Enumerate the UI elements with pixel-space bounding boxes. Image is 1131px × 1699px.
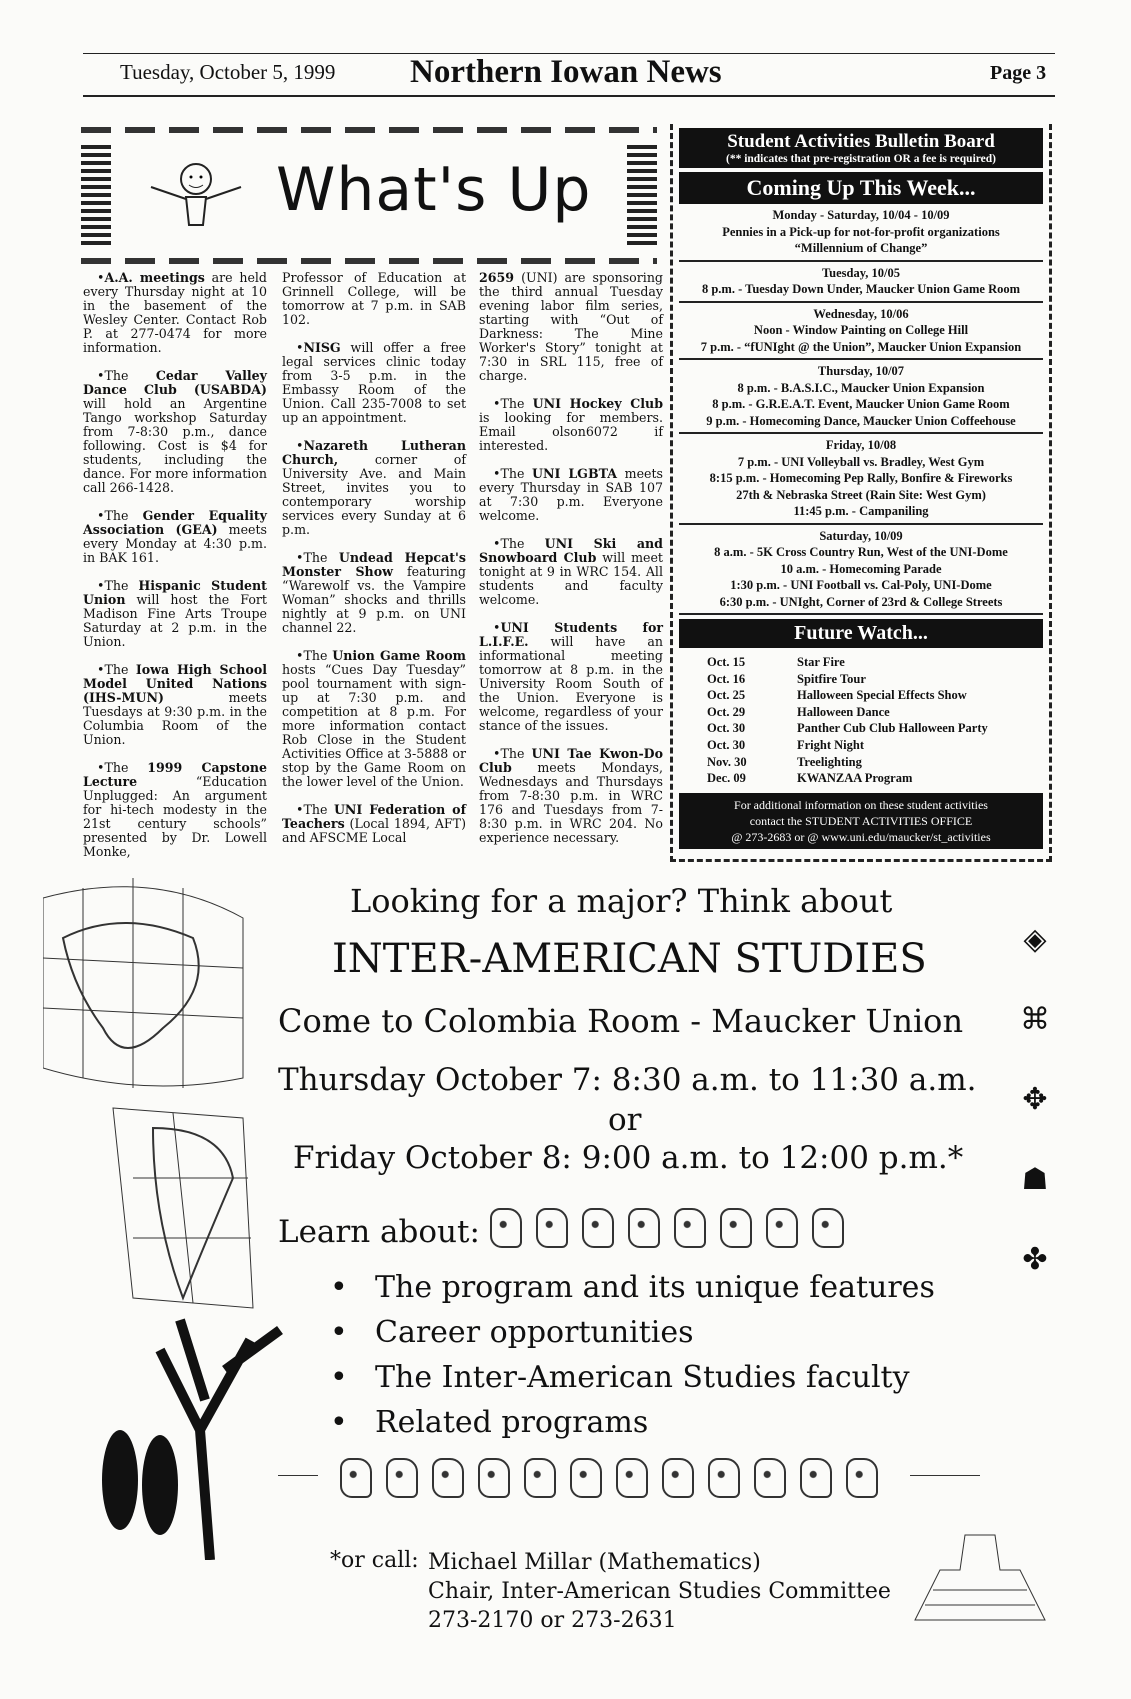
news-item: •UNI Students for L.I.F.E. will have an informational meeting tomorrow at 8 p.m. in the University Room South of the Union. Everyone is welcome, regardless of your stance of the issues. — [479, 620, 663, 733]
event-date: Thursday, 10/07 — [817, 364, 905, 378]
item-subject: Undead Hepcat's Monster Show — [282, 550, 466, 579]
future-date: Oct. 30 — [707, 737, 746, 752]
item-subject: UNI Federation of Teachers — [282, 802, 466, 831]
bullet-icon: • — [330, 1360, 348, 1395]
bullet-text: The program and its unique features — [375, 1270, 935, 1305]
item-text: meets every Monday at 4:30 p.m. in BAK 161. — [83, 522, 267, 565]
future-event: Panther Cub Club Halloween Party — [797, 721, 988, 736]
item-text: will offer a free legal services clinic today from 3-5 p.m. in the Embassy Room of the Union. Call 235-7008 to set up an appointment. — [282, 340, 466, 425]
future-item — [679, 770, 1043, 787]
item-subject: A.A. meetings — [104, 270, 205, 285]
news-item: •The Gender Equality Association (GEA) meets every Monday at 4:30 p.m. in BAK 161. — [83, 508, 267, 565]
item-subject: Hispanic Student Union — [83, 578, 267, 607]
bullet-icon: • — [330, 1405, 348, 1440]
bullet-item — [330, 1310, 935, 1355]
bullet-text: The Inter-American Studies faculty — [375, 1360, 910, 1395]
item-prefix: The — [500, 396, 533, 411]
news-item: •The 1999 Capstone Lecture “Education Unplugged: An argument for hi-tech modesty in the 21st century schools” presented by Dr. Lowell Monke, — [83, 760, 267, 859]
bullet-item — [330, 1355, 935, 1400]
ad-program-name: INTER-AMERICAN STUDIES — [332, 936, 927, 982]
event-day — [679, 262, 1043, 303]
item-text: meets every Thursday in SAB 107 at 7:30 p.m. Everyone welcome. — [479, 466, 663, 523]
future-watch-heading: Future Watch... — [679, 619, 1043, 648]
newspaper-title: Northern Iowan News — [410, 54, 722, 90]
item-subject: 2659 — [479, 270, 515, 285]
item-text: will have an informational meeting tomorrow at 8 p.m. in the University Room South of the Union. Everyone is welcome, regardless of your stance of the issues. — [479, 634, 663, 733]
item-prefix: The — [303, 550, 339, 565]
call-label: *or call: — [330, 1548, 419, 1573]
ad-headline: Looking for a major? Think about — [350, 882, 893, 920]
bullet-item — [330, 1265, 935, 1310]
future-list — [679, 648, 1043, 793]
event-date: Monday - Saturday, 10/04 - 10/09 — [772, 208, 950, 222]
ad-time-friday: Friday October 8: 9:00 a.m. to 12:00 p.m.* — [293, 1140, 964, 1176]
pyramid-illustration — [905, 1530, 1055, 1625]
cartoon-figure-icon — [141, 157, 251, 237]
news-item: •The Undead Hepcat's Monster Show featuring “Warewolf vs. the Vampire Woman” shocks and thrills nightly at 9 p.m. on UNI channel 22. — [282, 550, 466, 635]
bullet-text: Career opportunities — [375, 1315, 694, 1350]
contact-line: Chair, Inter-American Studies Committee — [428, 1579, 891, 1604]
event-entry: 27th & Nebraska Street (Rain Site: West Gym) — [736, 487, 986, 502]
event-entry: 8 p.m. - Tuesday Down Under, Maucker Union Game Room — [701, 282, 1021, 296]
future-item — [679, 654, 1043, 671]
item-text: corner of University Ave. and Main Street, invites you to contemporary worship services every Sunday at 6 p.m. — [282, 452, 466, 537]
news-item — [282, 271, 466, 327]
news-item: •The UNI Tae Kwon-Do Club meets Mondays, Wednesdays and Thursdays from 7-8:30 p.m. in WRC 176 and Tuesdays from 7-8:30 p.m. in WRC 204. No experience necessary. — [479, 746, 664, 845]
event-entry: 9 p.m. - Homecoming Dance, Maucker Union Coffeehouse — [706, 413, 1016, 428]
item-subject: Gender Equality Association (GEA) — [83, 508, 267, 537]
news-item: •The UNI Federation of Teachers (Local 1894, AFT) and AFSCME Local — [282, 802, 466, 845]
event-entry: 11:45 p.m. - Campaniling — [793, 504, 929, 518]
future-date: Oct. 30 — [707, 721, 746, 736]
column-3 — [479, 271, 663, 859]
inter-american-studies-ad — [0, 870, 1131, 1660]
future-item — [679, 687, 1043, 704]
decorative-glyphs-icon: ◈ ⌘ ✥ ☗ ✤ — [1020, 922, 1050, 1277]
event-entry: “Millennium of Change” — [794, 241, 928, 255]
item-text: is looking for members. Email olson6072 if interested. — [479, 410, 663, 453]
mayan-glyphs-icon — [490, 1208, 858, 1252]
item-subject: UNI LGBTA — [531, 466, 618, 481]
item-subject: UNI Ski and Snowboard Club — [479, 536, 663, 565]
future-date: Nov. 30 — [707, 754, 747, 769]
event-day — [679, 204, 1043, 262]
future-item — [679, 720, 1043, 737]
future-item — [679, 704, 1043, 721]
coming-up-heading: Coming Up This Week... — [679, 172, 1043, 204]
event-entry: 8 p.m. - G.R.E.A.T. Event, Maucker Union Game Room — [712, 397, 1010, 411]
future-item — [679, 754, 1043, 771]
event-date: Wednesday, 10/06 — [813, 306, 909, 321]
news-item: •Nazareth Lutheran Church, corner of University Ave. and Main Street, invites you to contemporary worship services every Sunday at 6 p.m. — [282, 438, 466, 537]
event-entry: 8:15 p.m. - Homecoming Pep Rally, Bonfire & Fireworks — [709, 471, 1013, 485]
divider — [910, 1475, 980, 1476]
future-event: Star Fire — [797, 655, 845, 669]
future-date: Oct. 25 — [707, 688, 746, 703]
item-prefix: The — [104, 508, 143, 523]
news-item: •The UNI Ski and Snowboard Club will meet tonight at 9 in WRC 154. All students and faculty welcome. — [479, 536, 663, 607]
event-list — [679, 204, 1043, 615]
board-title: Student Activities Bulletin Board — [727, 131, 995, 152]
section-title: What's Up — [276, 155, 592, 225]
event-entry: Noon - Window Painting on College Hill — [753, 323, 969, 337]
board-footer — [679, 793, 1043, 849]
item-prefix: The — [303, 648, 333, 663]
footer-line: contact the STUDENT ACTIVITIES OFFICE — [749, 813, 973, 828]
item-text: (UNI) are sponsoring the third annual Tuesday evening labor film series, starting with “Out of Darkness: The Mine Worker's Story” tonight at 7:30 in SRL 115, free of charge. — [479, 270, 663, 383]
page-number: Page 3 — [990, 62, 1047, 84]
item-text: Professor of Education at Grinnell College, will be tomorrow at 7 p.m. in SAB 102. — [282, 270, 466, 327]
event-day — [679, 303, 1043, 361]
item-text: are held every Thursday night at 10 in the basement of the Wesley Center. Contact Rob P. at 277-0474 for more information. — [83, 270, 267, 355]
item-subject: Cedar Valley Dance Club (USABDA) — [83, 368, 267, 397]
item-subject: Iowa High School Model United Nations (IHS-MUN) — [83, 662, 268, 705]
item-prefix: The — [500, 466, 532, 481]
future-event: Spitfire Tour — [797, 671, 866, 686]
event-entry: 8 a.m. - 5K Cross Country Run, West of the UNI-Dome — [714, 545, 1008, 559]
ad-or: or — [608, 1102, 642, 1138]
item-text: will meet tonight at 9 in WRC 154. All students and faculty welcome. — [479, 550, 663, 607]
news-item: •The Iowa High School Model United Nations (IHS-MUN) meets Tuesdays at 9:30 p.m. in the Columbia Room of the Union. — [83, 662, 268, 747]
item-subject: UNI Hockey Club — [532, 396, 663, 411]
news-item: •A.A. meetings are held every Thursday night at 10 in the basement of the Wesley Center. Contact Rob P. at 277-0474 for more information. — [83, 270, 267, 355]
item-prefix: The — [104, 578, 139, 593]
future-date: Oct. 15 — [707, 655, 746, 669]
event-entry: 7 p.m. - UNI Volleyball vs. Bradley, West Gym — [737, 454, 985, 469]
future-event: Halloween Dance — [797, 704, 890, 719]
contact-line: 273-2170 or 273-2631 — [428, 1608, 677, 1633]
future-date: Oct. 29 — [707, 704, 746, 719]
item-subject: NISG — [303, 340, 341, 355]
news-item: •The UNI Hockey Club is looking for members. Email olson6072 if interested. — [479, 396, 663, 453]
bullet-icon: • — [330, 1315, 348, 1350]
event-date: Tuesday, 10/05 — [821, 265, 901, 280]
bullet-text: Related programs — [375, 1405, 649, 1440]
bullet-icon: • — [330, 1270, 348, 1305]
item-subject: Union Game Room — [332, 648, 467, 663]
column-2 — [282, 271, 466, 859]
contact-info — [428, 1548, 891, 1635]
item-text: will hold an Argentine Tango workshop Saturday from 7-8:30 p.m., dance following. Cost is $4 for students, including the dance. For more information call 266-1428. — [83, 396, 267, 495]
item-prefix: The — [500, 746, 532, 761]
item-subject: 1999 Capstone Lecture — [83, 760, 267, 789]
item-text: “Education Unplugged: An argument for hi-tech modesty in the 21st century schools” presented by Dr. Lowell Monke, — [83, 774, 267, 859]
contact-line: Michael Millar (Mathematics) — [428, 1550, 761, 1575]
item-subject: UNI Tae Kwon-Do Club — [479, 746, 664, 775]
item-text: meets Tuesdays at 9:30 p.m. in the Columbia Room of the Union. — [83, 690, 267, 747]
footer-line: For additional information on these student activities — [734, 797, 988, 812]
future-date: Dec. 09 — [707, 771, 746, 786]
event-entry: 10 a.m. - Homecoming Parade — [780, 561, 942, 576]
item-subject: UNI Students for L.I.F.E. — [479, 620, 663, 649]
news-item: •The UNI LGBTA meets every Thursday in SAB 107 at 7:30 p.m. Everyone welcome. — [479, 466, 663, 523]
event-entry: 6:30 p.m. - UNIght, Corner of 23rd & College Streets — [719, 594, 1003, 609]
item-text: will host the Fort Madison Fine Arts Troupe Saturday at 2 p.m. in the Union. — [83, 592, 267, 649]
event-entry: 1:30 p.m. - UNI Football vs. Cal-Poly, UNI-Dome — [730, 578, 992, 592]
footer-line: @ 273-2683 or @ www.uni.edu/maucker/st_activities — [731, 829, 991, 844]
tree-figures-illustration — [60, 1310, 310, 1560]
item-subject: Nazareth Lutheran Church, — [282, 438, 466, 467]
item-text: meets Mondays, Wednesdays and Thursdays from 7-8:30 p.m. in WRC 176 and Tuesdays from 7-8:30 p.m. in WRC 204. No experience necessary. — [479, 760, 663, 845]
news-item — [479, 271, 663, 383]
bulletin-board — [670, 124, 1052, 862]
event-day — [679, 525, 1043, 616]
future-event: Treelighting — [797, 754, 862, 769]
issue-date: Tuesday, October 5, 1999 — [120, 60, 336, 84]
event-date: Friday, 10/08 — [825, 438, 897, 452]
news-item: •The Cedar Valley Dance Club (USABDA) will hold an Argentine Tango workshop Saturday from 7-8:30 p.m., dance following. Cost is $4 for students, including the dance. For more information call 266-1428. — [83, 368, 267, 495]
event-date: Saturday, 10/09 — [819, 528, 903, 543]
future-event: Halloween Special Effects Show — [797, 688, 967, 703]
event-entry: 7 p.m. - “fUNIght @ the Union”, Maucker Union Expansion — [700, 339, 1022, 354]
event-entry: 8 p.m. - B.A.S.I.C., Maucker Union Expansion — [737, 380, 985, 395]
learn-about-label: Learn about: — [278, 1214, 480, 1250]
ad-bullets — [330, 1265, 935, 1445]
ad-location: Come to Colombia Room - Maucker Union — [278, 1002, 964, 1040]
news-item: •The Hispanic Student Union will host the Fort Madison Fine Arts Troupe Saturday at 2 p.m. in the Union. — [83, 578, 267, 649]
mayan-numerals-icon — [340, 1458, 892, 1502]
item-prefix: The — [104, 760, 148, 775]
future-item — [679, 737, 1043, 754]
event-day — [679, 434, 1043, 525]
item-prefix: The — [104, 368, 156, 383]
news-item: •NISG will offer a free legal services clinic today from 3-5 p.m. in the Embassy Room of the Union. Call 235-7008 to set up an appointment. — [282, 340, 466, 425]
americas-map-icon — [43, 878, 273, 1318]
item-prefix: The — [303, 802, 334, 817]
item-text: (Local 1894, AFT) and AFSCME Local — [282, 816, 466, 845]
news-item: •The Union Game Room hosts “Cues Day Tuesday” pool tournament with sign-up at 7:30 p.m. and competition at 8 p.m. For more information contact Rob Close in the Student Activities Office at 3-5888 or stop by the Game Room on the lower level of the Union. — [282, 648, 467, 789]
future-event: Fright Night — [797, 737, 865, 752]
event-entry: Pennies in a Pick-up for not-for-profit organizations — [722, 224, 1000, 239]
item-text: featuring “Warewolf vs. the Vampire Woman” shocks and thrills nightly at 9 p.m. on UNI channel 22. — [282, 564, 466, 635]
ad-time-thursday: Thursday October 7: 8:30 a.m. to 11:30 a.m. — [278, 1062, 977, 1098]
event-day — [679, 360, 1043, 434]
future-event: KWANZAA Program — [797, 771, 913, 786]
item-prefix: The — [104, 662, 136, 677]
future-item — [679, 671, 1043, 688]
item-prefix: The — [500, 536, 545, 551]
board-header — [679, 128, 1043, 168]
board-note: (** indicates that pre-registration OR a fee is required) — [725, 153, 996, 165]
header-rule — [83, 95, 1055, 97]
item-text: hosts “Cues Day Tuesday” pool tournament with sign-up at 7:30 p.m. and competition at 8 p.m. For more information contact Rob Close in the Student Activities Office at 3-5888 or stop by the Game Room on the lower level of the Union. — [282, 662, 466, 789]
column-1 — [83, 271, 267, 873]
bullet-item — [330, 1400, 935, 1445]
whats-up-banner — [81, 127, 657, 264]
future-date: Oct. 16 — [707, 671, 746, 686]
